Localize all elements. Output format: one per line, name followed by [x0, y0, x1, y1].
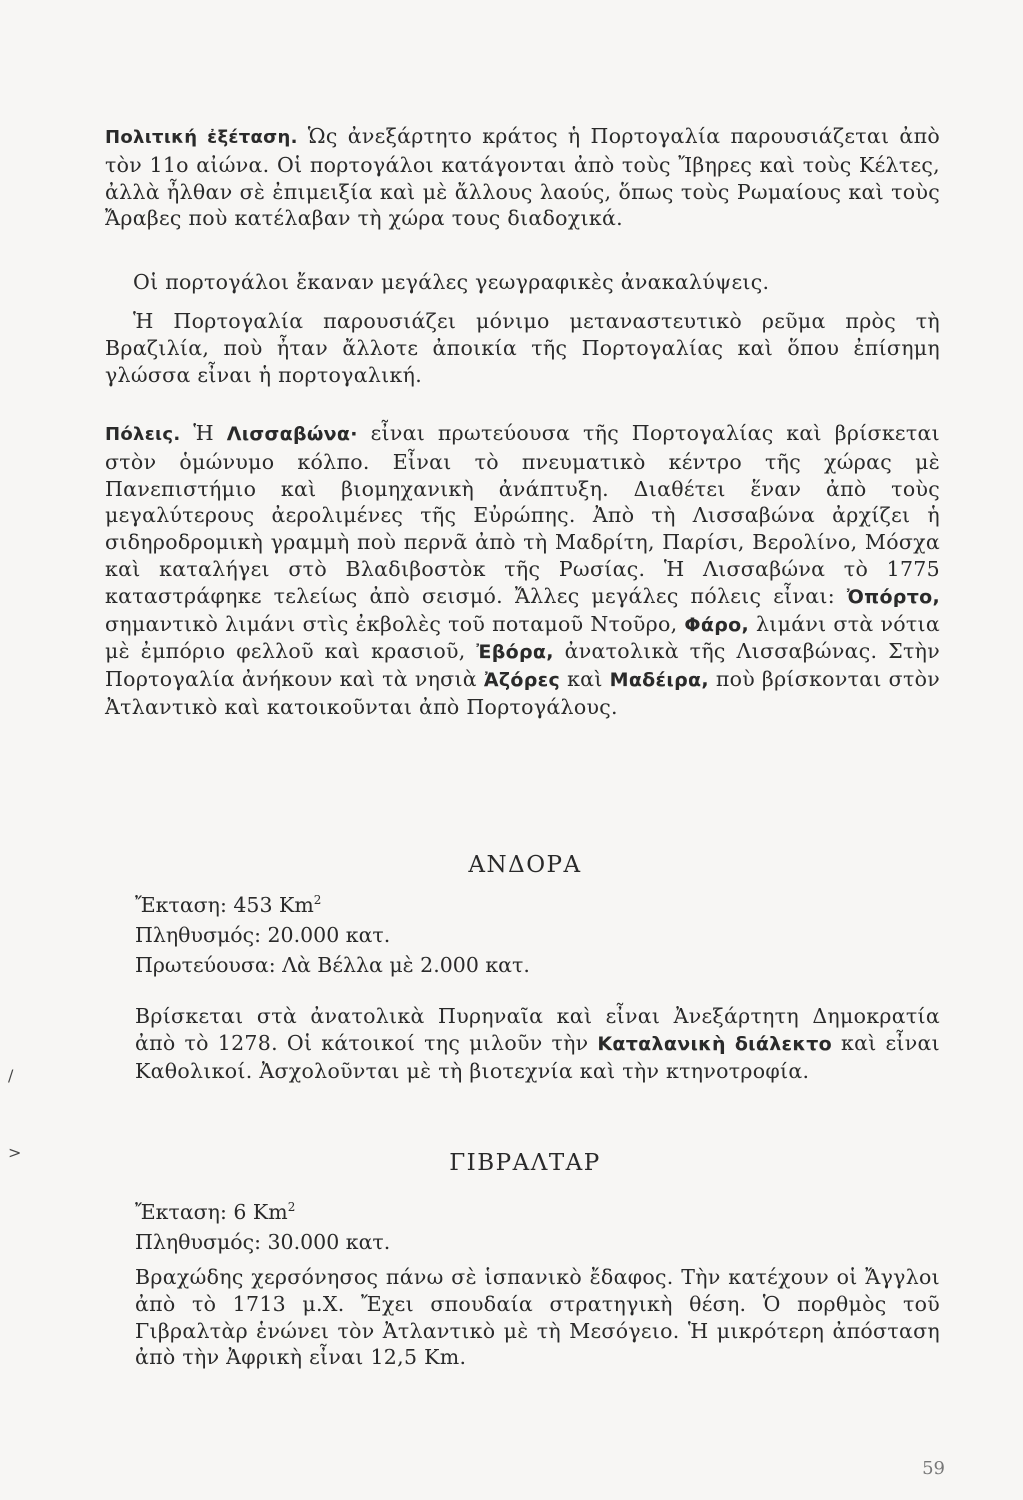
city-lisbon: Λισσαβώνα·	[226, 423, 358, 445]
paragraph-discoveries: Οἱ πορτογάλοι ἔκαναν μεγάλες γεωγραφικὲς ἀνακαλύψεις.	[133, 270, 770, 294]
area-label: Ἔκταση: 453 Km	[135, 893, 314, 917]
area-superscript: 2	[313, 893, 322, 907]
cities-text: σημαντικὸ λιμάνι στὶς ἐκβολὲς τοῦ ποταμοῦ Ντοῦρο,	[105, 611, 685, 636]
facts-gibraltar	[135, 1192, 390, 1257]
area-andorra	[135, 885, 530, 920]
paragraph-gibraltar: Βραχώδης χερσόνησος πάνω σὲ ἱσπανικὸ ἔδαφος. Τὴν κατέχουν οἱ Ἄγγλοι ἀπὸ τὸ 1713 μ.Χ. Ἔχει σπουδαία στρατηγικὴ θέση. Ὁ πορθμὸς τοῦ Γιβραλτὰρ ἑνώνει τὸν Ἀτλαντικὸ μὲ τὴ Μεσόγειο. Ἡ μικρότερη ἀπόσταση ἀπὸ τὴν Ἀφρικὴ εἶναι 12,5 Km.	[135, 1265, 940, 1370]
city-oporto: Ὀπόρτο,	[846, 585, 940, 608]
page-number: 59	[922, 1458, 945, 1479]
city-faro: Φάρο,	[684, 613, 749, 636]
andorra-text: Βρίσκεται στὰ ἀνατολικὰ Πυρηναῖα καὶ εἶναι Ἀνεξάρτητη Δημοκρατία ἀπὸ τὸ 1278. Οἱ κάτοικοί της μιλοῦν τὴν	[135, 1004, 940, 1055]
area-superscript: 2	[287, 1200, 296, 1214]
andorra-text: καὶ εἶναι Καθολικοί. Ἀσχολοῦνται μὲ τὴ βιοτεχνία καὶ τὴν κτηνοτροφία.	[135, 1030, 940, 1083]
margin-mark: >	[8, 1143, 22, 1162]
paragraph-andorra	[135, 1003, 940, 1084]
cities-text: εἶναι πρωτεύουσα τῆς Πορτογαλίας καὶ βρίσκεται στὸν ὁμώνυμο κόλπο. Εἶναι τὸ πνευματικὸ κέντρο τῆς χώρας μὲ Πανεπιστήμιο καὶ βιομηχανικὴ ἀνάπτυξη. Διαθέτει ἕναν ἀπὸ τοὺς μεγαλύτερους ἀερολιμένες τῆς Εὐρώπης. Ἀπὸ τὴ Λισσαβώνα ἀρχίζει ἡ σιδηροδρομικὴ γραμμὴ ποὺ περνᾶ ἀπὸ τὴ Μαδρίτη, Παρίσι, Βερολίνο, Μόσχα καὶ καταλήγει στὸ Βλαδιβοστὸκ τῆς Ρωσίας. Ἡ Λισσαβώνα τὸ 1775 καταστράφηκε τελείως ἀπὸ σεισμό. Ἄλλες μεγάλες πόλεις εἶναι:	[105, 421, 940, 608]
catalan-dialect: Καταλανικὴ διάλεκτο	[597, 1032, 833, 1055]
population-andorra: Πληθυσμός: 20.000 κατ.	[135, 923, 391, 947]
paragraph-politics	[105, 123, 940, 232]
paragraph-cities	[105, 420, 940, 721]
section-lead-cities: Πόλεις.	[105, 424, 181, 445]
cities-text: ποὺ βρίσκονται στὸν Ἀτλαντικὸ καὶ κατοικοῦνται ἀπὸ Πορτογάλους.	[105, 667, 940, 719]
margin-mark: /	[8, 1066, 14, 1085]
islands-madeira: Μαδέιρα,	[609, 669, 709, 692]
paragraph-migration: Ἡ Πορτογαλία παρουσιάζει μόνιμο μεταναστευτικὸ ρεῦμα πρὸς τὴ Βραζιλία, ποὺ ἦταν ἄλλοτε ἀποικία τῆς Πορτογαλίας καὶ ὅπου ἐπίσημη γλώσσα εἶναι ἡ πορτογαλική.	[105, 309, 940, 387]
islands-azores: Ἀζόρες	[483, 669, 561, 692]
area-gibraltar	[135, 1192, 390, 1227]
politics-text: Ὡς ἀνεξάρτητο κράτος ἡ Πορτογαλία παρουσιάζεται ἀπὸ τὸν 11ο αἰώνα. Οἱ πορτογάλοι κατάγονται ἀπὸ τοὺς Ἴβηρες καὶ τοὺς Κέλτες, ἀλλὰ ἦλθαν σὲ ἐπιμειξία καὶ μὲ ἄλλους λαούς, ὅπως τοὺς Ρωμαίους καὶ τοὺς Ἄραβες ποὺ κατέλαβαν τὴ χώρα τους διαδοχικά.	[105, 124, 940, 231]
facts-andorra	[135, 885, 530, 980]
cities-text: λιμάνι στὰ νότια μὲ ἐμπόριο φελλοῦ καὶ κρασιοῦ,	[105, 611, 940, 664]
cities-text: Ἡ	[180, 421, 227, 445]
area-label: Ἔκταση: 6 Km	[135, 1200, 288, 1224]
section-lead-politics: Πολιτική ἐξέταση.	[105, 127, 298, 148]
cities-text: καὶ	[560, 667, 610, 692]
population-gibraltar: Πληθυσμός: 30.000 κατ.	[135, 1230, 391, 1254]
heading-andorra: ΑΝΔΟΡΑ	[468, 852, 582, 878]
city-evora: Ἐβόρα,	[476, 641, 554, 664]
capital-andorra: Πρωτεύουσα: Λὰ Βέλλα μὲ 2.000 κατ.	[135, 953, 530, 977]
heading-gibraltar: ΓΙΒΡΑΛΤΑΡ	[449, 1150, 601, 1176]
cities-text: ἀνατολικὰ τῆς Λισσαβώνας. Στὴν Πορτογαλία ἀνήκουν καὶ τὰ νησιὰ	[105, 639, 940, 692]
